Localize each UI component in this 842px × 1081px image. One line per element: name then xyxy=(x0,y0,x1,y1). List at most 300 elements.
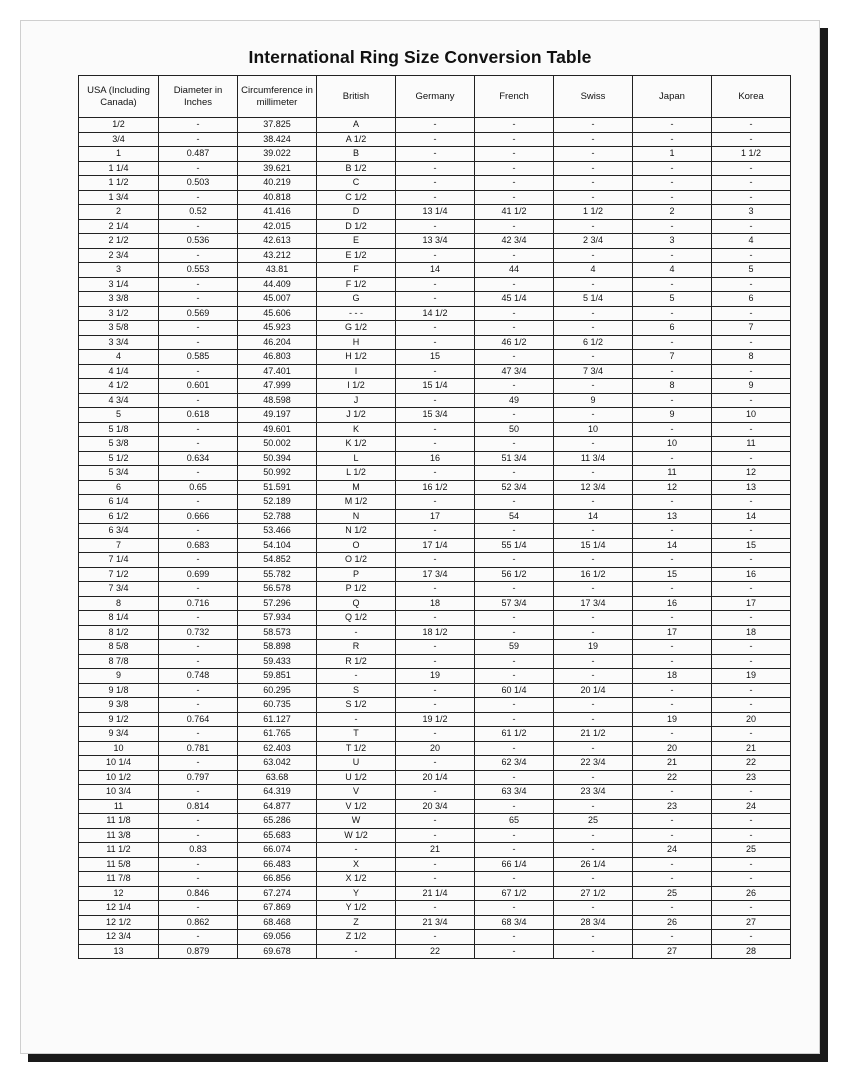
cell-french: 60 1/4 xyxy=(475,683,554,698)
cell-circumference: 41.416 xyxy=(238,205,317,220)
cell-korea: - xyxy=(712,248,791,263)
cell-french: 55 1/4 xyxy=(475,538,554,553)
cell-germany: 18 1/2 xyxy=(396,625,475,640)
cell-french: - xyxy=(475,190,554,205)
cell-british: P 1/2 xyxy=(317,582,396,597)
table-row xyxy=(79,698,791,713)
cell-japan: - xyxy=(633,857,712,872)
cell-circumference: 58.573 xyxy=(238,625,317,640)
cell-japan: 4 xyxy=(633,263,712,278)
cell-french: - xyxy=(475,944,554,959)
cell-swiss: - xyxy=(554,872,633,887)
cell-british: I 1/2 xyxy=(317,379,396,394)
table-row xyxy=(79,843,791,858)
cell-diameter: 0.83 xyxy=(159,843,238,858)
cell-circumference: 57.296 xyxy=(238,596,317,611)
cell-usa: 9 1/8 xyxy=(79,683,159,698)
cell-british: L xyxy=(317,451,396,466)
cell-swiss: 7 3/4 xyxy=(554,364,633,379)
cell-germany: 14 1/2 xyxy=(396,306,475,321)
cell-korea: - xyxy=(712,683,791,698)
cell-usa: 2 1/4 xyxy=(79,219,159,234)
cell-germany: - xyxy=(396,901,475,916)
cell-diameter: - xyxy=(159,872,238,887)
column-header-french: French xyxy=(475,76,554,118)
cell-germany: 18 xyxy=(396,596,475,611)
cell-circumference: 69.678 xyxy=(238,944,317,959)
cell-japan: - xyxy=(633,930,712,945)
cell-diameter: - xyxy=(159,582,238,597)
cell-british: R 1/2 xyxy=(317,654,396,669)
cell-korea: - xyxy=(712,930,791,945)
cell-usa: 4 1/2 xyxy=(79,379,159,394)
cell-circumference: 50.394 xyxy=(238,451,317,466)
cell-circumference: 47.401 xyxy=(238,364,317,379)
cell-japan: - xyxy=(633,611,712,626)
cell-swiss: - xyxy=(554,901,633,916)
cell-diameter: - xyxy=(159,524,238,539)
cell-usa: 1 xyxy=(79,147,159,162)
cell-usa: 4 xyxy=(79,350,159,365)
cell-circumference: 64.877 xyxy=(238,799,317,814)
cell-japan: - xyxy=(633,828,712,843)
table-row xyxy=(79,944,791,959)
cell-germany: 16 xyxy=(396,451,475,466)
cell-swiss: - xyxy=(554,843,633,858)
cell-swiss: 9 xyxy=(554,393,633,408)
cell-korea: 28 xyxy=(712,944,791,959)
cell-korea: - xyxy=(712,364,791,379)
cell-french: - xyxy=(475,437,554,452)
cell-british: N 1/2 xyxy=(317,524,396,539)
cell-circumference: 39.022 xyxy=(238,147,317,162)
cell-diameter: 0.487 xyxy=(159,147,238,162)
cell-swiss: 1 1/2 xyxy=(554,205,633,220)
cell-germany: 19 1/2 xyxy=(396,712,475,727)
cell-germany: 17 xyxy=(396,509,475,524)
cell-circumference: 69.056 xyxy=(238,930,317,945)
cell-circumference: 66.483 xyxy=(238,857,317,872)
cell-diameter: 0.879 xyxy=(159,944,238,959)
cell-swiss: - xyxy=(554,277,633,292)
cell-french: 62 3/4 xyxy=(475,756,554,771)
cell-british: W xyxy=(317,814,396,829)
cell-germany: - xyxy=(396,828,475,843)
cell-circumference: 64.319 xyxy=(238,785,317,800)
cell-korea: - xyxy=(712,451,791,466)
cell-japan: 16 xyxy=(633,596,712,611)
cell-swiss: 4 xyxy=(554,263,633,278)
cell-british: C 1/2 xyxy=(317,190,396,205)
cell-japan: - xyxy=(633,814,712,829)
cell-korea: 17 xyxy=(712,596,791,611)
table-row xyxy=(79,872,791,887)
cell-french: 67 1/2 xyxy=(475,886,554,901)
cell-british: E xyxy=(317,234,396,249)
cell-swiss: - xyxy=(554,408,633,423)
cell-british: A 1/2 xyxy=(317,132,396,147)
cell-british: V 1/2 xyxy=(317,799,396,814)
cell-japan: 12 xyxy=(633,480,712,495)
cell-swiss: - xyxy=(554,611,633,626)
cell-diameter: 0.699 xyxy=(159,567,238,582)
cell-french: - xyxy=(475,248,554,263)
cell-diameter: 0.634 xyxy=(159,451,238,466)
cell-british: Q xyxy=(317,596,396,611)
cell-diameter: 0.781 xyxy=(159,741,238,756)
cell-japan: 10 xyxy=(633,437,712,452)
cell-germany: - xyxy=(396,118,475,133)
cell-usa: 4 1/4 xyxy=(79,364,159,379)
cell-germany: - xyxy=(396,814,475,829)
cell-usa: 6 3/4 xyxy=(79,524,159,539)
cell-french: - xyxy=(475,770,554,785)
cell-british: U 1/2 xyxy=(317,770,396,785)
cell-usa: 11 1/2 xyxy=(79,843,159,858)
cell-japan: - xyxy=(633,654,712,669)
table-row xyxy=(79,915,791,930)
column-header-british: British xyxy=(317,76,396,118)
cell-british: H xyxy=(317,335,396,350)
cell-diameter: 0.65 xyxy=(159,480,238,495)
cell-usa: 9 3/4 xyxy=(79,727,159,742)
cell-korea: - xyxy=(712,132,791,147)
cell-japan: - xyxy=(633,190,712,205)
cell-usa: 8 xyxy=(79,596,159,611)
column-header-germany: Germany xyxy=(396,76,475,118)
cell-british: J 1/2 xyxy=(317,408,396,423)
table-row xyxy=(79,205,791,220)
cell-circumference: 61.765 xyxy=(238,727,317,742)
cell-usa: 10 3/4 xyxy=(79,785,159,800)
cell-usa: 3/4 xyxy=(79,132,159,147)
cell-japan: - xyxy=(633,553,712,568)
cell-circumference: 37.825 xyxy=(238,118,317,133)
cell-germany: 17 1/4 xyxy=(396,538,475,553)
cell-swiss: - xyxy=(554,437,633,452)
cell-british: V xyxy=(317,785,396,800)
cell-korea: 11 xyxy=(712,437,791,452)
cell-circumference: 43.81 xyxy=(238,263,317,278)
cell-japan: 27 xyxy=(633,944,712,959)
cell-british: M xyxy=(317,480,396,495)
cell-french: - xyxy=(475,582,554,597)
cell-diameter: - xyxy=(159,785,238,800)
cell-usa: 7 1/4 xyxy=(79,553,159,568)
cell-usa: 6 xyxy=(79,480,159,495)
cell-circumference: 38.424 xyxy=(238,132,317,147)
cell-germany: - xyxy=(396,248,475,263)
cell-circumference: 57.934 xyxy=(238,611,317,626)
cell-swiss: - xyxy=(554,669,633,684)
cell-usa: 9 xyxy=(79,669,159,684)
cell-korea: - xyxy=(712,161,791,176)
header-row xyxy=(79,76,791,118)
table-row xyxy=(79,756,791,771)
table-row xyxy=(79,799,791,814)
cell-diameter: 0.716 xyxy=(159,596,238,611)
cell-germany: - xyxy=(396,495,475,510)
cell-korea: - xyxy=(712,727,791,742)
cell-diameter: - xyxy=(159,118,238,133)
cell-circumference: 47.999 xyxy=(238,379,317,394)
cell-french: 42 3/4 xyxy=(475,234,554,249)
table-row xyxy=(79,567,791,582)
cell-circumference: 53.466 xyxy=(238,524,317,539)
cell-korea: - xyxy=(712,785,791,800)
cell-british: T xyxy=(317,727,396,742)
cell-germany: 13 3/4 xyxy=(396,234,475,249)
cell-germany: - xyxy=(396,190,475,205)
cell-usa: 3 5/8 xyxy=(79,321,159,336)
table-row xyxy=(79,901,791,916)
cell-germany: - xyxy=(396,872,475,887)
cell-germany: - xyxy=(396,611,475,626)
cell-korea: 8 xyxy=(712,350,791,365)
cell-korea: - xyxy=(712,306,791,321)
cell-circumference: 60.735 xyxy=(238,698,317,713)
cell-swiss: 11 3/4 xyxy=(554,451,633,466)
cell-usa: 8 1/4 xyxy=(79,611,159,626)
cell-japan: - xyxy=(633,306,712,321)
cell-diameter: - xyxy=(159,553,238,568)
cell-korea: - xyxy=(712,495,791,510)
cell-diameter: - xyxy=(159,814,238,829)
cell-japan: - xyxy=(633,248,712,263)
cell-germany: - xyxy=(396,335,475,350)
cell-germany: - xyxy=(396,147,475,162)
cell-swiss: - xyxy=(554,712,633,727)
cell-british: S 1/2 xyxy=(317,698,396,713)
cell-germany: 22 xyxy=(396,944,475,959)
cell-diameter: 0.553 xyxy=(159,263,238,278)
cell-usa: 10 xyxy=(79,741,159,756)
cell-french: - xyxy=(475,712,554,727)
column-header-japan: Japan xyxy=(633,76,712,118)
cell-british: M 1/2 xyxy=(317,495,396,510)
cell-diameter: 0.618 xyxy=(159,408,238,423)
cell-usa: 1 1/4 xyxy=(79,161,159,176)
cell-circumference: 67.869 xyxy=(238,901,317,916)
cell-diameter: - xyxy=(159,683,238,698)
table-row xyxy=(79,408,791,423)
cell-korea: 7 xyxy=(712,321,791,336)
cell-usa: 7 xyxy=(79,538,159,553)
cell-french: - xyxy=(475,306,554,321)
cell-british: X 1/2 xyxy=(317,872,396,887)
column-header-korea: Korea xyxy=(712,76,791,118)
table-row xyxy=(79,538,791,553)
cell-usa: 12 xyxy=(79,886,159,901)
table-row xyxy=(79,524,791,539)
cell-diameter: 0.862 xyxy=(159,915,238,930)
cell-japan: 25 xyxy=(633,886,712,901)
cell-japan: 24 xyxy=(633,843,712,858)
cell-swiss: 25 xyxy=(554,814,633,829)
cell-circumference: 63.042 xyxy=(238,756,317,771)
cell-germany: - xyxy=(396,640,475,655)
cell-japan: 23 xyxy=(633,799,712,814)
cell-usa: 11 xyxy=(79,799,159,814)
cell-french: 54 xyxy=(475,509,554,524)
cell-japan: - xyxy=(633,277,712,292)
table-row xyxy=(79,814,791,829)
cell-swiss: 15 1/4 xyxy=(554,538,633,553)
cell-germany: 19 xyxy=(396,669,475,684)
cell-germany: 15 1/4 xyxy=(396,379,475,394)
cell-germany: - xyxy=(396,132,475,147)
cell-germany: - xyxy=(396,277,475,292)
cell-french: 51 3/4 xyxy=(475,451,554,466)
cell-french: 49 xyxy=(475,393,554,408)
cell-diameter: 0.748 xyxy=(159,669,238,684)
cell-french: - xyxy=(475,132,554,147)
cell-swiss: - xyxy=(554,944,633,959)
cell-japan: 14 xyxy=(633,538,712,553)
cell-korea: 18 xyxy=(712,625,791,640)
cell-diameter: - xyxy=(159,292,238,307)
cell-germany: - xyxy=(396,161,475,176)
cell-diameter: - xyxy=(159,335,238,350)
cell-korea: 22 xyxy=(712,756,791,771)
cell-diameter: 0.585 xyxy=(159,350,238,365)
cell-diameter: 0.503 xyxy=(159,176,238,191)
cell-swiss: - xyxy=(554,770,633,785)
table-row xyxy=(79,422,791,437)
cell-circumference: 45.007 xyxy=(238,292,317,307)
table-row xyxy=(79,495,791,510)
cell-british: T 1/2 xyxy=(317,741,396,756)
cell-germany: - xyxy=(396,727,475,742)
table-row xyxy=(79,770,791,785)
cell-korea: - xyxy=(712,814,791,829)
cell-japan: - xyxy=(633,364,712,379)
cell-french: - xyxy=(475,495,554,510)
cell-usa: 1/2 xyxy=(79,118,159,133)
cell-diameter: - xyxy=(159,248,238,263)
cell-korea: 6 xyxy=(712,292,791,307)
table-row xyxy=(79,930,791,945)
cell-french: 57 3/4 xyxy=(475,596,554,611)
table-row xyxy=(79,263,791,278)
cell-diameter: 0.797 xyxy=(159,770,238,785)
cell-swiss: - xyxy=(554,132,633,147)
cell-diameter: - xyxy=(159,321,238,336)
table-row xyxy=(79,190,791,205)
cell-circumference: 65.286 xyxy=(238,814,317,829)
cell-swiss: 6 1/2 xyxy=(554,335,633,350)
cell-french: - xyxy=(475,553,554,568)
cell-japan: - xyxy=(633,524,712,539)
cell-british: B xyxy=(317,147,396,162)
cell-japan: - xyxy=(633,118,712,133)
cell-diameter: - xyxy=(159,828,238,843)
cell-japan: - xyxy=(633,393,712,408)
cell-swiss: 28 3/4 xyxy=(554,915,633,930)
cell-circumference: 52.788 xyxy=(238,509,317,524)
cell-british: A xyxy=(317,118,396,133)
cell-japan: - xyxy=(633,132,712,147)
cell-korea: - xyxy=(712,176,791,191)
cell-usa: 12 1/4 xyxy=(79,901,159,916)
cell-british: K xyxy=(317,422,396,437)
cell-french: - xyxy=(475,930,554,945)
cell-french: - xyxy=(475,669,554,684)
cell-french: 41 1/2 xyxy=(475,205,554,220)
ring-size-table xyxy=(78,75,791,959)
cell-british: - xyxy=(317,712,396,727)
cell-korea: - xyxy=(712,582,791,597)
cell-circumference: 48.598 xyxy=(238,393,317,408)
cell-japan: 2 xyxy=(633,205,712,220)
cell-japan: 19 xyxy=(633,712,712,727)
column-header-usa: USA (Including Canada) xyxy=(79,76,159,118)
cell-korea: - xyxy=(712,335,791,350)
table-row xyxy=(79,828,791,843)
cell-germany: 21 xyxy=(396,843,475,858)
cell-korea: 20 xyxy=(712,712,791,727)
table-row xyxy=(79,248,791,263)
cell-diameter: - xyxy=(159,466,238,481)
table-row xyxy=(79,611,791,626)
cell-germany: 14 xyxy=(396,263,475,278)
cell-germany: - xyxy=(396,785,475,800)
cell-japan: 26 xyxy=(633,915,712,930)
cell-british: E 1/2 xyxy=(317,248,396,263)
cell-diameter: - xyxy=(159,190,238,205)
cell-diameter: - xyxy=(159,654,238,669)
cell-diameter: 0.569 xyxy=(159,306,238,321)
cell-british: G xyxy=(317,292,396,307)
cell-japan: - xyxy=(633,219,712,234)
cell-swiss: - xyxy=(554,741,633,756)
cell-british: - - - xyxy=(317,306,396,321)
cell-swiss: 22 3/4 xyxy=(554,756,633,771)
cell-korea: 19 xyxy=(712,669,791,684)
cell-germany: - xyxy=(396,756,475,771)
cell-circumference: 58.898 xyxy=(238,640,317,655)
cell-diameter: - xyxy=(159,698,238,713)
cell-circumference: 42.613 xyxy=(238,234,317,249)
cell-japan: - xyxy=(633,495,712,510)
cell-diameter: - xyxy=(159,756,238,771)
cell-swiss: - xyxy=(554,582,633,597)
table-row xyxy=(79,480,791,495)
cell-diameter: 0.732 xyxy=(159,625,238,640)
cell-circumference: 39.621 xyxy=(238,161,317,176)
cell-swiss: 16 1/2 xyxy=(554,567,633,582)
cell-korea: 15 xyxy=(712,538,791,553)
table-row xyxy=(79,712,791,727)
cell-swiss: - xyxy=(554,466,633,481)
cell-circumference: 59.851 xyxy=(238,669,317,684)
cell-french: 52 3/4 xyxy=(475,480,554,495)
cell-japan: 9 xyxy=(633,408,712,423)
cell-circumference: 51.591 xyxy=(238,480,317,495)
cell-korea: - xyxy=(712,611,791,626)
cell-british: O xyxy=(317,538,396,553)
cell-french: 47 3/4 xyxy=(475,364,554,379)
cell-circumference: 49.601 xyxy=(238,422,317,437)
cell-korea: 25 xyxy=(712,843,791,858)
cell-usa: 12 3/4 xyxy=(79,930,159,945)
cell-swiss: 2 3/4 xyxy=(554,234,633,249)
cell-swiss: - xyxy=(554,118,633,133)
cell-japan: - xyxy=(633,872,712,887)
cell-french: - xyxy=(475,350,554,365)
cell-usa: 9 3/8 xyxy=(79,698,159,713)
cell-swiss: 19 xyxy=(554,640,633,655)
